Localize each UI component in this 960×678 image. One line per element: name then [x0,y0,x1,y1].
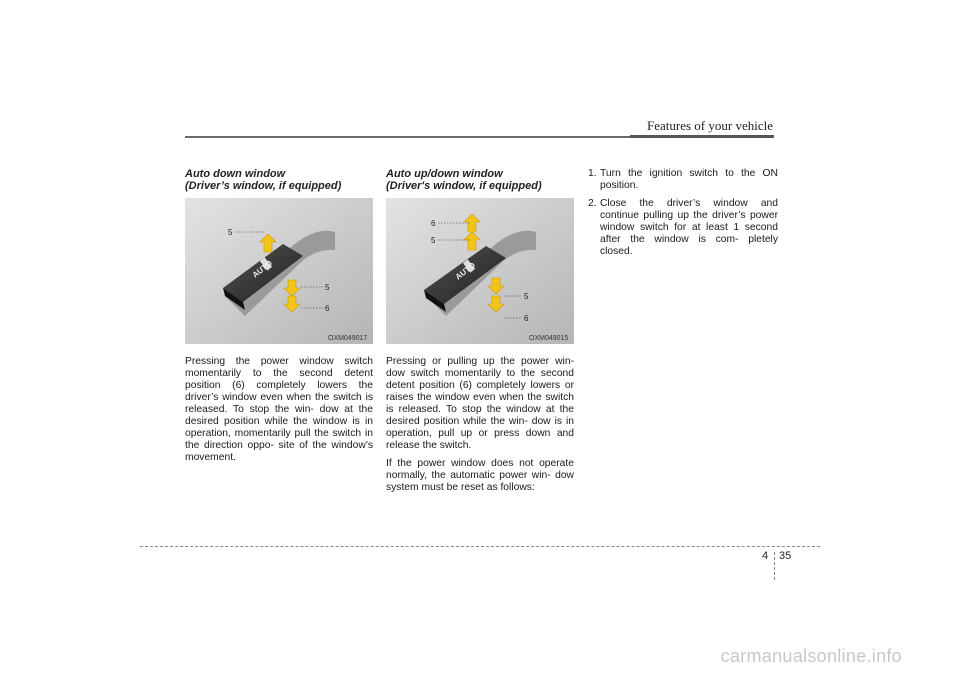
heading-auto-down [185,168,373,192]
watermark: carmanualsonline.info [720,646,902,666]
list-item [588,198,778,258]
column-auto-up-down [386,168,574,494]
step-number: 1. [588,168,597,179]
switch-illustration [386,198,574,344]
section-title: Features of your vehicle [647,118,773,133]
step-text: Turn the ignition switch to the ON position. [600,168,778,191]
figure-code: OXM049017 [328,335,368,342]
paragraph-operation: Pressing or pulling up the power win- dow switch momentarily to the second detent position (6) completely lowers or raises the window even when the switch is released. To stop the window at the desired position while the win- dow is in operation, pull up or press down and release the switch. [386,356,574,451]
heading-line1: Auto up/down window [386,168,503,180]
header-rule-accent [630,135,774,138]
footer-divider [774,552,775,580]
heading-line1: Auto down window [185,168,286,180]
step-text: Close the driver’s window and continue pulling up the driver’s power window switch for at least 1 second after the window is com- pletely closed. [600,198,778,257]
paragraphs-auto-up-down [386,356,574,494]
figure-auto-up-down-switch [386,198,574,344]
paragraph-auto-down: Pressing the power window switch momentarily to the second detent position (6) completely lowers the driver’s window even when the switch is released. To stop the win- dow at the desired position while the window is in operation, momentarily pull the switch in the direction oppo- site of the window’s movement. [185,356,373,463]
figure-label: 6 [431,219,436,228]
reset-steps-list [588,168,778,258]
figure-label: 5 [431,236,436,245]
heading-line2: (Driver’s window, if equipped) [185,180,342,192]
figure-label: 5 [325,283,330,292]
column-reset-steps [588,168,778,264]
figure-label: 6 [325,304,330,313]
chapter-number: 4 [762,550,769,562]
heading-line2: (Driver's window, if equipped) [386,180,542,192]
heading-auto-up-down [386,168,574,192]
switch-auto-label: AUTO [453,260,477,282]
switch-auto-label: AUTO [250,258,274,280]
figure-code: OXM049015 [529,335,569,342]
figure-label: 5 [228,228,233,237]
figure-label: 5 [524,292,529,301]
list-item [588,168,778,192]
switch-illustration [185,198,373,344]
paragraph-reset-intro: If the power window does not operate normally, the automatic power win- dow system must be reset as follows: [386,458,574,493]
step-number: 2. [588,198,597,209]
column-auto-down [185,168,373,464]
page-number: 35 [779,550,792,562]
figure-auto-down-switch [185,198,373,344]
footer-rule [140,546,820,547]
figure-label: 6 [524,314,529,323]
